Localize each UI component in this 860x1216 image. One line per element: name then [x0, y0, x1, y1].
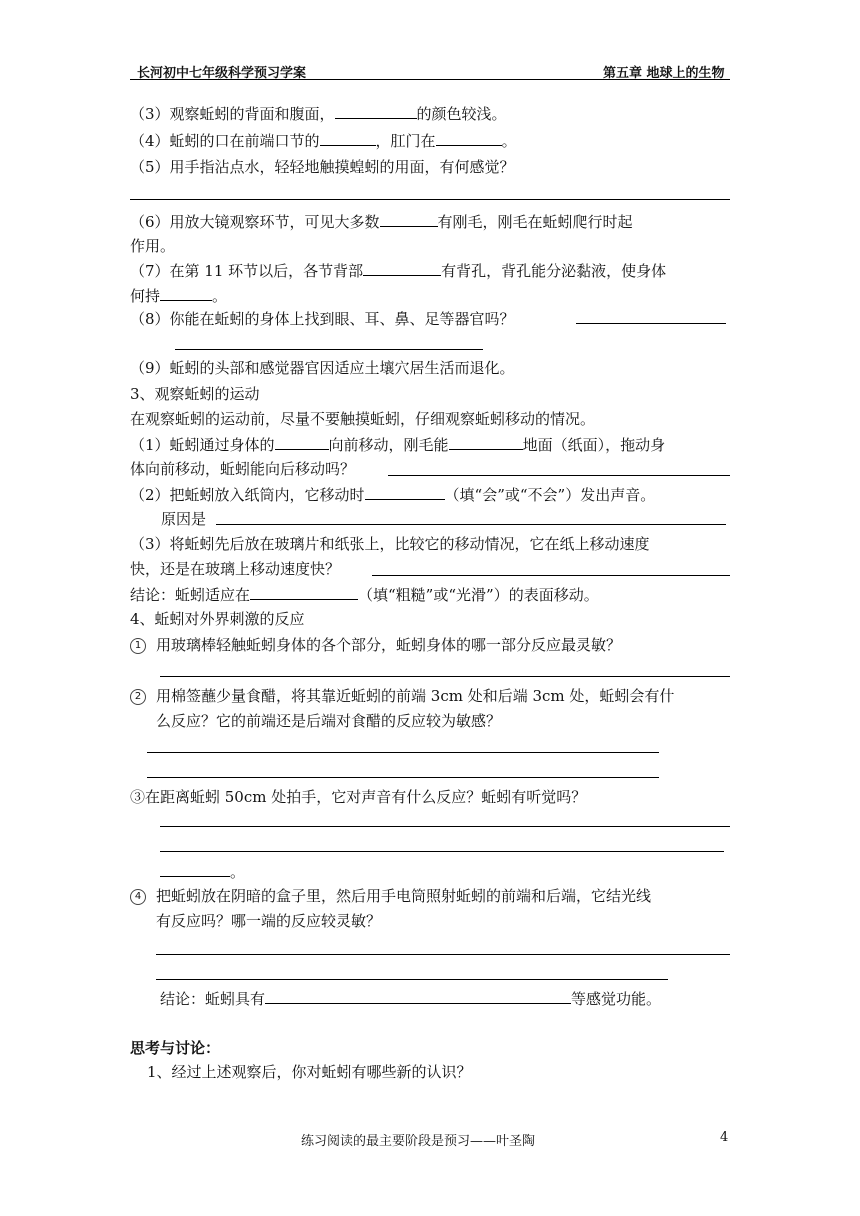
answer-line[interactable] [216, 524, 726, 525]
answer-line[interactable] [147, 777, 659, 778]
blank-field[interactable] [335, 103, 417, 119]
blank-field[interactable] [160, 861, 230, 877]
blank-field[interactable] [449, 434, 523, 450]
blank-field[interactable] [250, 584, 358, 600]
line-3: （3）观察蚯蚓的背面和腹面， 的颜色较浅。 [130, 105, 507, 123]
section-4-title: 4、蚯蚓对外界刺激的反应 [130, 610, 305, 628]
stimulus-q3-end: 。 [160, 861, 245, 882]
stimulus-q4-cont: 有反应吗？哪一端的反应较灵敏？ [156, 912, 382, 930]
blank-field[interactable] [275, 434, 329, 450]
answer-line[interactable] [388, 475, 730, 476]
movement-conclusion: 结论：蚯蚓适应在 （填“粗糙”或“光滑”）的表面移动。 [130, 586, 599, 604]
blank-field[interactable] [380, 211, 438, 227]
answer-line[interactable] [372, 575, 730, 576]
movement-q1-cont: 体向前移动，蚯蚓能向后移动吗？ [130, 460, 356, 478]
discussion-title: 思考与讨论： [130, 1039, 221, 1057]
circled-number: 4 [130, 889, 146, 905]
header-left: 长河初中七年级科学预习学案 [137, 66, 307, 81]
movement-q2: （2）把蚯蚓放入纸筒内，它移动时 （填“会”或“不会”）发出声音。 [130, 486, 656, 504]
answer-line[interactable] [175, 349, 483, 350]
movement-q1: （1）蚯蚓通过身体的 向前移动，刚毛能 地面（纸面），拖动身 [130, 436, 666, 454]
circled-number: 1 [130, 638, 146, 654]
blank-field[interactable] [365, 484, 445, 500]
stimulus-q3: ③在距离蚯蚓 50cm 处拍手，它对声音有什么反应？蚯蚓有听觉吗？ [130, 788, 587, 806]
discussion-q1: 1、经过上述观察后，你对蚯蚓有哪些新的认识？ [147, 1063, 472, 1081]
line-7-cont: 何持 。 [130, 287, 228, 305]
page-number: 4 [720, 1130, 729, 1145]
answer-line[interactable] [576, 323, 726, 324]
movement-q3: （3）将蚯蚓先后放在玻璃片和纸张上，比较它的移动情况，它在纸上移动速度 [130, 535, 650, 553]
answer-line[interactable] [156, 979, 668, 980]
blank-field[interactable] [363, 260, 441, 276]
blank-field[interactable] [265, 988, 571, 1004]
answer-line[interactable] [160, 676, 730, 677]
blank-field[interactable] [436, 130, 502, 146]
header-right: 第五章 地球上的生物 [603, 66, 725, 81]
circled-number: 2 [130, 689, 146, 705]
stimulus-q1: 1 用玻璃棒轻触蚯蚓身体的各个部分，蚯蚓身体的哪一部分反应最灵敏？ [130, 635, 621, 655]
answer-line[interactable] [160, 826, 730, 827]
answer-line[interactable] [130, 199, 730, 200]
section-3-title: 3、观察蚯蚓的运动 [130, 385, 260, 403]
line-6-cont: 作用。 [130, 237, 176, 255]
answer-line[interactable] [147, 752, 659, 753]
stimulus-q2-cont: 么反应？它的前端还是后端对食醋的反应较为敏感？ [156, 712, 502, 730]
line-9: （9）蚯蚓的头部和感觉器官因适应土壤穴居生活而退化。 [130, 359, 515, 377]
blank-field[interactable] [320, 130, 376, 146]
section-3-intro: 在观察蚯蚓的运动前，尽量不要触摸蚯蚓，仔细观察蚯蚓移动的情况。 [130, 410, 596, 428]
stimulus-q2: 2 用棉签蘸少量食醋，将其靠近蚯蚓的前端 3cm 处和后端 3cm 处，蚯蚓会有什 [130, 686, 674, 706]
line-7: （7）在第 11 环节以后，各节背部 有背孔，背孔能分泌黏液，使身体 [130, 262, 667, 280]
footer-quote: 练习阅读的最主要阶段是预习——叶圣陶 [301, 1134, 536, 1149]
movement-q3-cont: 快，还是在玻璃上移动速度快？ [130, 560, 341, 578]
stimulus-conclusion: 结论：蚯蚓具有 等感觉功能。 [160, 990, 662, 1008]
line-4: （4）蚯蚓的口在前端口节的 ，肛门在 。 [130, 132, 517, 150]
line-6: （6）用放大镜观察环节，可见大多数 有刚毛，刚毛在蚯蚓爬行时起 [130, 213, 633, 231]
answer-line[interactable] [156, 954, 730, 955]
header-rule [130, 79, 730, 80]
line-5: （5）用手指沾点水，轻轻地触摸蝗蚓的用面，有何感觉？ [130, 158, 515, 176]
stimulus-q4: 4 把蚯蚓放在阴暗的盒子里，然后用手电筒照射蚯蚓的前端和后端，它结光线 [130, 886, 651, 906]
movement-q2-reason: 原因是 [161, 510, 207, 528]
blank-field[interactable] [160, 285, 212, 301]
line-8: （8）你能在蚯蚓的身体上找到眼、耳、鼻、足等器官吗？ [130, 310, 515, 328]
answer-line[interactable] [160, 851, 724, 852]
